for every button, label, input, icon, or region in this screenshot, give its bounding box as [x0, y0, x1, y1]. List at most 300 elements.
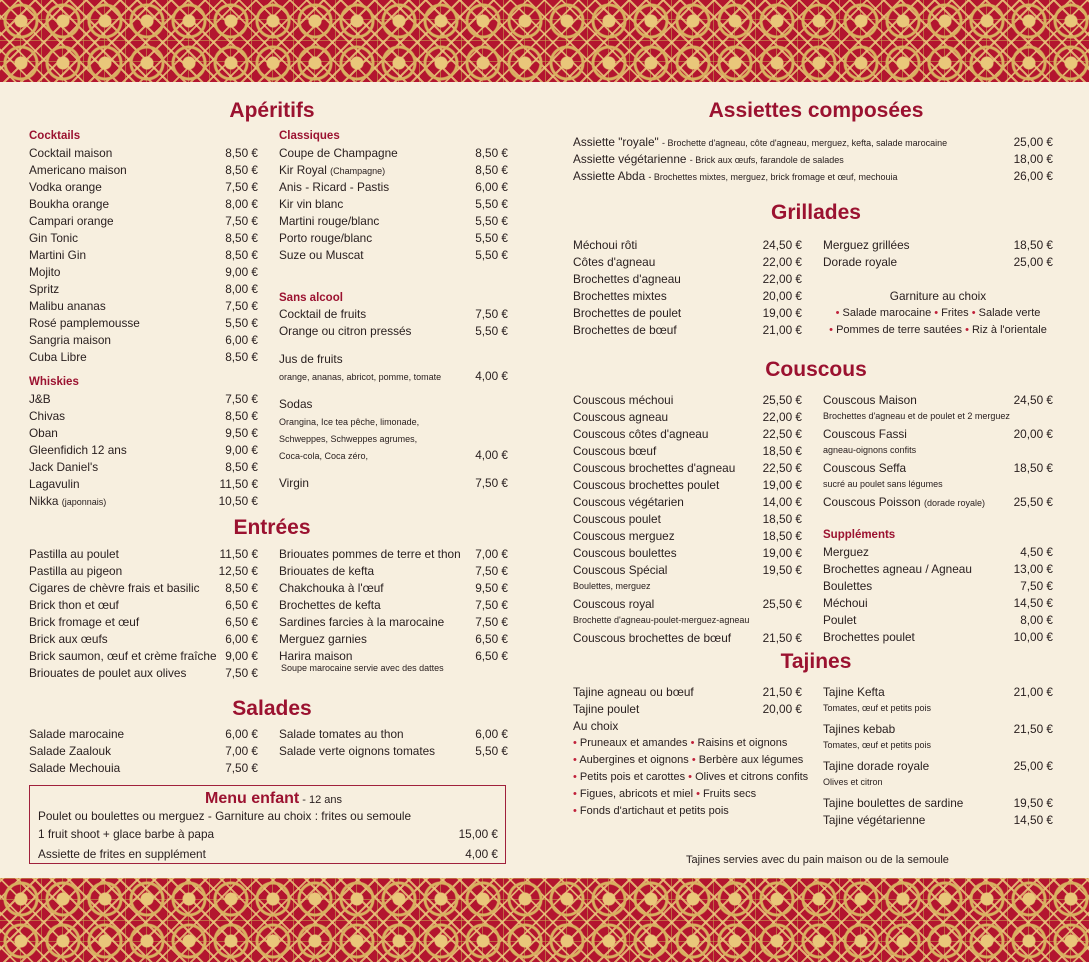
- item-label: Cocktail de fruits: [279, 307, 367, 321]
- item-label: Couscous Fassi: [823, 427, 907, 441]
- menu-item: [573, 271, 802, 288]
- item-price: 8,00 €: [225, 197, 258, 211]
- item-name: [279, 726, 404, 743]
- section-title-entrees: Entrées: [233, 516, 311, 539]
- item-price: 24,50 €: [1013, 393, 1053, 407]
- item-price: 7,50 €: [225, 761, 258, 775]
- bullet-icon: •: [685, 771, 696, 783]
- item-label: Campari orange: [29, 214, 114, 228]
- item-name: [29, 145, 112, 162]
- menu-item: [279, 213, 508, 230]
- item-label: J&B: [29, 392, 51, 406]
- bullet-icon: •: [573, 771, 580, 783]
- item-name: [573, 511, 661, 528]
- item-name: [279, 580, 384, 597]
- tajine-choice: Aubergines et oignons: [579, 754, 689, 766]
- item-price: 19,00 €: [762, 546, 802, 560]
- item-label: Tajine agneau ou bœuf: [573, 685, 694, 699]
- item-name: [29, 476, 80, 493]
- bullet-icon: •: [962, 324, 972, 336]
- item-name: [29, 247, 86, 264]
- item-name: [29, 614, 139, 631]
- menu-item: [573, 443, 802, 460]
- garniture-option: Pommes de terre sautées: [836, 324, 963, 336]
- item-name: [29, 580, 199, 597]
- item-price: 8,50 €: [225, 146, 258, 160]
- menu-item: [29, 264, 258, 281]
- item-name: [29, 349, 87, 366]
- sodas-line-2: Schweppes, Schweppes agrumes,: [279, 434, 418, 444]
- menu-item: [29, 760, 258, 777]
- item-label: Mojito: [29, 265, 61, 279]
- item-label: Cigares de chèvre frais et basilic: [29, 581, 200, 595]
- item-label: Dorade royale: [823, 255, 898, 269]
- item-name: [29, 264, 60, 281]
- item-name: [573, 460, 735, 477]
- item-name: [573, 151, 844, 168]
- menu-item: [279, 230, 508, 247]
- item-price: 8,00 €: [225, 282, 258, 296]
- item-price: 8,50 €: [225, 460, 258, 474]
- menu-item: [823, 578, 1053, 595]
- item-label: Boulettes: [823, 579, 873, 593]
- item-price: 8,50 €: [225, 163, 258, 177]
- item-name: [29, 631, 108, 648]
- item-price: 7,50 €: [475, 307, 508, 321]
- menu-item: [823, 544, 1053, 561]
- item-price: 6,50 €: [225, 598, 258, 612]
- item-label: Anis - Ricard - Pastis: [279, 180, 390, 194]
- item-label: Merguez grillées: [823, 238, 910, 252]
- garniture-option: Salade marocaine: [842, 307, 932, 319]
- item-price: 5,50 €: [475, 231, 508, 245]
- item-label: Boukha orange: [29, 197, 110, 211]
- item-label: Merguez: [823, 545, 869, 559]
- subtitle-sans-alcool: Sans alcool: [279, 292, 343, 304]
- item-price: 7,00 €: [475, 547, 508, 561]
- item-label: Kir vin blanc: [279, 197, 344, 211]
- item-name: [29, 493, 106, 510]
- item-label: Côtes d'agneau: [573, 255, 656, 269]
- item-price: 10,50 €: [218, 494, 258, 508]
- item-label: Oban: [29, 426, 58, 440]
- item-label: Brochettes mixtes: [573, 289, 667, 303]
- menu-item: [573, 288, 802, 305]
- item-name: [279, 546, 461, 563]
- tajine-choice-line: [573, 803, 729, 820]
- menu-item: [823, 254, 1053, 271]
- item-label: Suze ou Muscat: [279, 248, 364, 262]
- garniture-option: Frites: [941, 307, 969, 319]
- item-price: 7,50 €: [225, 666, 258, 680]
- item-price: 8,50 €: [475, 146, 508, 160]
- item-name: [279, 196, 343, 213]
- item-name: [823, 578, 872, 595]
- item-label: Merguez garnies: [279, 632, 367, 646]
- menu-item: [573, 528, 802, 545]
- item-price: 9,50 €: [475, 581, 508, 595]
- item-name: [823, 629, 915, 646]
- item-price: 8,50 €: [225, 350, 258, 364]
- menu-item: [279, 247, 508, 264]
- item-name: [573, 701, 639, 718]
- item-price: 18,50 €: [1013, 238, 1053, 252]
- section-title-couscous: Couscous: [765, 358, 867, 381]
- menu-item: [279, 145, 508, 162]
- item-price: 21,50 €: [762, 631, 802, 645]
- item-label: Tajine Kefta: [823, 685, 885, 699]
- tajine-choice: Raisins et oignons: [697, 737, 788, 749]
- item-name: [29, 760, 120, 777]
- item-price: 5,50 €: [225, 316, 258, 330]
- item-price: 14,50 €: [1013, 813, 1053, 827]
- menu-item: [573, 562, 802, 579]
- tajine-choice: Fonds d'artichaut et petits pois: [579, 805, 729, 817]
- item-label: Porto rouge/blanc: [279, 231, 373, 245]
- menu-item: [29, 408, 258, 425]
- item-name: [573, 409, 668, 426]
- menu-item: [573, 684, 802, 701]
- item-price: 7,50 €: [225, 392, 258, 406]
- harira-note: Soupe marocaine servie avec des dattes: [281, 663, 444, 673]
- item-label: Cuba Libre: [29, 350, 87, 364]
- menu-item: [573, 426, 802, 443]
- item-label: Couscous Poisson: [823, 495, 921, 509]
- sodas-price: 4,00 €: [475, 448, 508, 462]
- item-label: Brick thon et œuf: [29, 598, 119, 612]
- menu-item: [279, 580, 508, 597]
- item-label: Méchoui: [823, 596, 868, 610]
- item-price: 21,00 €: [762, 323, 802, 337]
- item-price: 14,50 €: [1013, 596, 1053, 610]
- item-label: Couscous Seffa: [823, 461, 907, 475]
- subtitle-whiskies: Whiskies: [29, 376, 79, 388]
- tajines-footer: Tajines servies avec du pain maison ou de la semoule: [686, 854, 949, 866]
- item-label: Tajine dorade royale: [823, 759, 930, 773]
- item-name: [823, 795, 963, 812]
- item-name: [823, 426, 907, 443]
- menu-item: [29, 332, 258, 349]
- item-price: 9,00 €: [225, 265, 258, 279]
- tajine-choice-line: [573, 752, 803, 769]
- item-price: 7,50 €: [1020, 579, 1053, 593]
- item-price: 6,50 €: [475, 649, 508, 663]
- item-price: 19,00 €: [762, 478, 802, 492]
- item-label: Orange ou citron pressés: [279, 324, 412, 338]
- menu-enfant-line-2: 1 fruit shoot + glace barbe à papa: [38, 827, 215, 841]
- item-name: [573, 528, 675, 545]
- item-price: 5,50 €: [475, 744, 508, 758]
- bullet-icon: •: [968, 307, 979, 319]
- menu-item: [29, 743, 258, 760]
- item-price: 7,50 €: [225, 299, 258, 313]
- item-detail: (dorade royale): [924, 498, 986, 508]
- menu-item: [823, 494, 1053, 511]
- menu-item: [29, 665, 258, 682]
- item-name: [823, 812, 925, 829]
- item-name: [29, 726, 124, 743]
- subtitle-sodas: Sodas: [279, 397, 313, 411]
- item-price: 18,50 €: [762, 529, 802, 543]
- item-label: Couscous Spécial: [573, 563, 668, 577]
- item-price: 25,00 €: [1013, 759, 1053, 773]
- item-label: Briouates de poulet aux olives: [29, 666, 187, 680]
- item-name: [29, 563, 122, 580]
- item-label: Sangria maison: [29, 333, 111, 347]
- item-price: 22,50 €: [762, 427, 802, 441]
- menu-item: [29, 298, 258, 315]
- menu-item: [29, 442, 258, 459]
- item-name: [29, 315, 140, 332]
- tajine-choice: Olives et citrons confits: [695, 771, 809, 783]
- menu-item: [823, 795, 1053, 812]
- couscous-seffa-note: sucré au poulet sans légumes: [823, 479, 943, 489]
- menu-item: [573, 151, 1053, 168]
- couscous-maison-note: Brochettes d'agneau et de poulet et 2 merguez: [823, 411, 1010, 421]
- item-price: 22,50 €: [762, 461, 802, 475]
- item-label: Tajine boulettes de sardine: [823, 796, 964, 810]
- tajine-choice-line: [573, 735, 787, 752]
- menu-item: [823, 758, 1053, 775]
- item-price: 11,50 €: [219, 477, 258, 491]
- item-price: 18,50 €: [762, 512, 802, 526]
- tajine-choice-line: [573, 786, 756, 803]
- item-price: 7,50 €: [475, 564, 508, 578]
- item-price: 9,50 €: [225, 426, 258, 440]
- menu-item: [29, 580, 258, 597]
- menu-item: [823, 595, 1053, 612]
- item-label: Brochettes d'agneau: [573, 272, 681, 286]
- garniture-line: [813, 322, 1063, 339]
- bullet-icon: •: [687, 737, 698, 749]
- item-price: 9,00 €: [225, 443, 258, 457]
- menu-item: [29, 162, 258, 179]
- tajine-dorade-note: Olives et citron: [823, 777, 883, 787]
- item-price: 5,50 €: [475, 248, 508, 262]
- item-label: Briouates pommes de terre et thon: [279, 547, 461, 561]
- item-name: [29, 665, 186, 682]
- item-price: 21,50 €: [1013, 722, 1053, 736]
- menu-item: [279, 196, 508, 213]
- item-label: Brochettes poulet: [823, 630, 915, 644]
- item-price: 5,50 €: [475, 324, 508, 338]
- item-price: 6,00 €: [475, 180, 508, 194]
- item-label: Couscous brochettes poulet: [573, 478, 720, 492]
- bullet-icon: •: [931, 307, 942, 319]
- item-name: [573, 392, 673, 409]
- menu-item: [823, 612, 1053, 629]
- item-label: Brochettes de poulet: [573, 306, 682, 320]
- menu-item: [573, 477, 802, 494]
- couscous-royal-note: Brochette d'agneau-poulet-merguez-agneau: [573, 615, 750, 625]
- item-price: 21,50 €: [762, 685, 802, 699]
- item-name: [573, 477, 719, 494]
- item-name: [29, 459, 98, 476]
- item-price: 8,50 €: [225, 581, 258, 595]
- menu-item: [29, 726, 258, 743]
- menu-item: [573, 494, 802, 511]
- section-title-salades: Salades: [232, 697, 312, 720]
- menu-item: [29, 230, 258, 247]
- menu-item: [29, 247, 258, 264]
- menu-enfant-age: - 12 ans: [299, 794, 343, 806]
- item-name: [823, 460, 906, 477]
- item-name: [823, 392, 917, 409]
- item-name: [279, 230, 372, 247]
- bullet-icon: •: [573, 788, 580, 800]
- item-label: Brick fromage et œuf: [29, 615, 140, 629]
- bullet-icon: •: [573, 754, 580, 766]
- item-name: [29, 425, 58, 442]
- item-label: Pastilla au poulet: [29, 547, 119, 561]
- item-label: Couscous côtes d'agneau: [573, 427, 709, 441]
- item-label: Jack Daniel's: [29, 460, 99, 474]
- item-label: Lagavulin: [29, 477, 80, 491]
- item-label: Brochettes de kefta: [279, 598, 381, 612]
- item-label: Brick saumon, œuf et crème fraîche: [29, 649, 217, 663]
- item-price: 8,50 €: [225, 248, 258, 262]
- item-price: 26,00 €: [1013, 169, 1053, 183]
- menu-item: [29, 493, 258, 510]
- item-name: [279, 597, 381, 614]
- menu-item: [29, 614, 258, 631]
- item-label: Assiette végétarienne: [573, 152, 687, 166]
- tajine-choice: Fruits secs: [703, 788, 757, 800]
- item-price: 12,50 €: [218, 564, 258, 578]
- menu-item: [573, 254, 802, 271]
- subtitle-jus-de-fruits: Jus de fruits: [279, 352, 343, 366]
- item-price: 25,50 €: [1013, 495, 1053, 509]
- menu-item: [29, 563, 258, 580]
- menu-item: [29, 196, 258, 213]
- item-name: [573, 596, 654, 613]
- item-price: 14,00 €: [762, 495, 802, 509]
- item-price: 18,50 €: [1013, 461, 1053, 475]
- item-label: Gin Tonic: [29, 231, 78, 245]
- item-price: 10,00 €: [1013, 630, 1053, 644]
- item-price: 9,00 €: [225, 649, 258, 663]
- item-label: Kir Royal: [279, 163, 327, 177]
- item-name: [279, 179, 389, 196]
- menu-item: [573, 630, 802, 647]
- item-label: Couscous bœuf: [573, 444, 657, 458]
- section-title-grillades: Grillades: [771, 201, 861, 224]
- item-label: Nikka: [29, 494, 59, 508]
- item-name: [29, 597, 119, 614]
- garniture-option: Salade verte: [978, 307, 1041, 319]
- item-name: [573, 443, 656, 460]
- item-label: Couscous Maison: [823, 393, 917, 407]
- item-label: Couscous royal: [573, 597, 655, 611]
- menu-item: [573, 134, 1053, 151]
- menu-item: [279, 179, 508, 196]
- item-detail: (japonnais): [61, 497, 107, 507]
- item-name: [279, 306, 366, 323]
- item-name: [573, 288, 667, 305]
- tajine-choice: Berbère aux légumes: [698, 754, 804, 766]
- item-name: [823, 684, 885, 701]
- couscous-special-note: Boulettes, merguez: [573, 581, 651, 591]
- item-name: [29, 546, 119, 563]
- menu-item: [29, 213, 258, 230]
- menu-item: [823, 460, 1053, 477]
- menu-item: [29, 597, 258, 614]
- item-price: 6,00 €: [225, 727, 258, 741]
- item-name: [573, 168, 898, 185]
- item-price: 7,00 €: [225, 744, 258, 758]
- menu-enfant-line-3: Assiette de frites en supplément: [38, 847, 206, 861]
- item-label: Tajines kebab: [823, 722, 896, 736]
- menu-item: [279, 563, 508, 580]
- item-price: 6,50 €: [225, 615, 258, 629]
- item-name: [823, 237, 910, 254]
- menu-item: [29, 459, 258, 476]
- item-name: [29, 196, 109, 213]
- menu-item: [279, 743, 508, 760]
- item-name: [573, 494, 684, 511]
- item-price: 25,50 €: [762, 597, 802, 611]
- item-name: [29, 743, 111, 760]
- item-price: 6,00 €: [475, 727, 508, 741]
- item-label: Coupe de Champagne: [279, 146, 398, 160]
- item-price: 8,00 €: [1020, 613, 1053, 627]
- item-detail: (Champagne): [330, 166, 386, 176]
- menu-item: [823, 392, 1053, 409]
- item-price: 25,00 €: [1013, 135, 1053, 149]
- menu-item: [29, 648, 258, 665]
- bullet-icon: •: [688, 754, 699, 766]
- item-detail: - Brick aux œufs, farandole de salades: [689, 155, 844, 165]
- menu-item: [29, 179, 258, 196]
- item-label: Couscous merguez: [573, 529, 675, 543]
- item-price: 6,50 €: [475, 632, 508, 646]
- item-price: 11,50 €: [219, 547, 258, 561]
- item-name: [279, 247, 364, 264]
- item-name: [823, 254, 897, 271]
- item-name: [29, 281, 59, 298]
- decorative-pattern-top: [0, 0, 1089, 82]
- item-price: 20,00 €: [762, 289, 802, 303]
- item-price: 21,00 €: [1013, 685, 1053, 699]
- menu-item: [573, 322, 802, 339]
- item-name: [573, 322, 677, 339]
- item-label: Brick aux œufs: [29, 632, 108, 646]
- menu-item: [573, 596, 802, 613]
- menu-item: [573, 701, 802, 718]
- item-label: Vodka orange: [29, 180, 102, 194]
- item-name: [823, 612, 856, 629]
- menu-item: [823, 721, 1053, 738]
- item-detail: - Brochette d'agneau, côte d'agneau, merguez, kefta, salade marocaine: [662, 138, 948, 148]
- item-price: 7,50 €: [475, 598, 508, 612]
- menu-item: [573, 168, 1053, 185]
- item-price: 22,00 €: [762, 410, 802, 424]
- menu-item: [823, 684, 1053, 701]
- item-price: 18,00 €: [1013, 152, 1053, 166]
- tajine-choice: Figues, abricots et miel: [579, 788, 694, 800]
- menu-item: [573, 511, 802, 528]
- item-price: 7,50 €: [225, 180, 258, 194]
- item-price: 13,00 €: [1013, 562, 1053, 576]
- item-name: [573, 305, 681, 322]
- jus-price: 4,00 €: [475, 369, 508, 383]
- item-name: [573, 545, 677, 562]
- item-label: Assiette "royale": [573, 135, 659, 149]
- tajine-kebab-note: Tomates, œuf et petits pois: [823, 740, 932, 750]
- menu-item: [29, 349, 258, 366]
- menu-item: [573, 460, 802, 477]
- item-label: Rosé pamplemousse: [29, 316, 140, 330]
